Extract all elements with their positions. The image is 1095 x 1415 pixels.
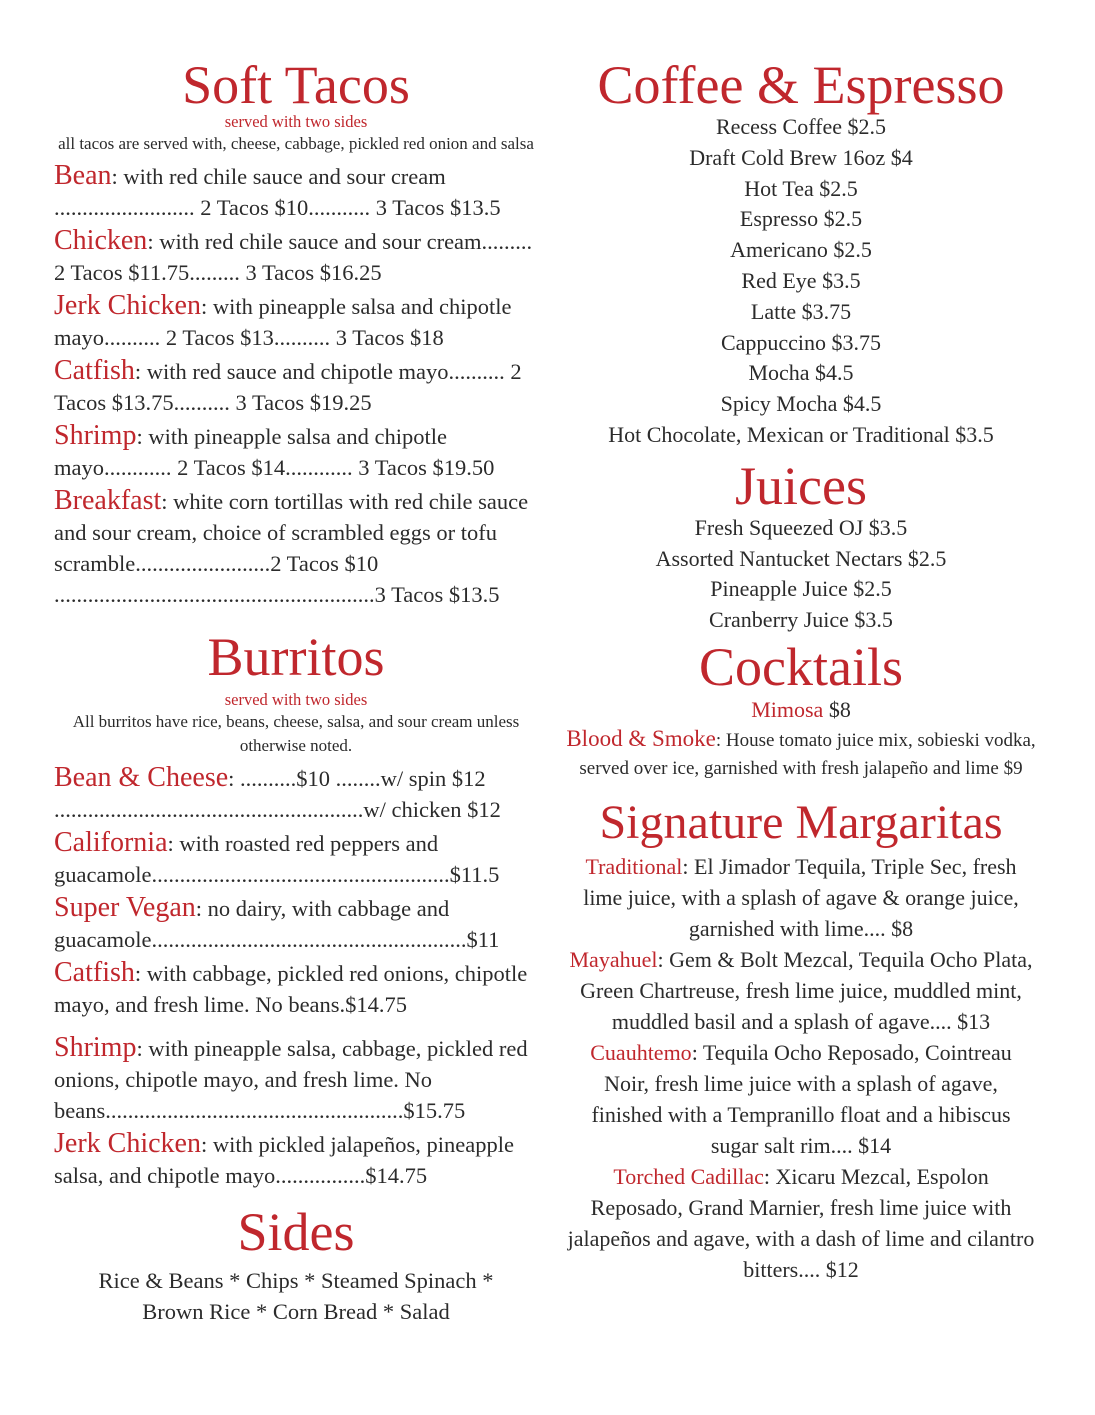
cocktail-mimosa bbox=[566, 694, 1036, 725]
margarita-cuauhtemo bbox=[566, 1037, 1036, 1161]
burrito-item-bean-cheese bbox=[54, 762, 538, 825]
burritos-note: All burritos have rice, beans, cheese, salsa, and sour cream unless otherwise noted. bbox=[72, 712, 520, 755]
burritos-heading: Burritos bbox=[207, 627, 385, 687]
sides-line-1: Rice & Beans * Chips * Steamed Spinach * bbox=[98, 1268, 494, 1293]
item-desc: : El Jimador Tequila, Triple Sec, fresh lime juice, with a splash of agave & orange juice, garnished with lime.... $8 bbox=[583, 853, 1019, 941]
item-desc: : Xicaru Mezcal, Espolon Reposado, Grand Marnier, fresh lime juice with jalapeños and agave, with a dash of lime and cilantro bitters.... $12 bbox=[567, 1163, 1035, 1282]
cocktails-heading: Cocktails bbox=[699, 636, 903, 697]
item-desc: : with roasted red peppers and guacamole.....................................................$11.5 bbox=[54, 831, 500, 887]
taco-item-breakfast bbox=[54, 485, 538, 610]
taco-item-catfish bbox=[54, 355, 538, 418]
list-item: Hot Tea $2.5 bbox=[744, 175, 858, 201]
taco-item-shrimp bbox=[54, 420, 538, 483]
item-desc: : with pickled jalapeños, pineapple salsa, and chipotle mayo................$14.75 bbox=[54, 1132, 515, 1188]
soft-tacos-note: all tacos are served with, cheese, cabbage, pickled red onion and salsa bbox=[58, 134, 534, 153]
taco-item-chicken bbox=[54, 225, 538, 288]
item-desc: : with pineapple salsa and chipotle mayo.......... 2 Tacos $13.......... 3 Tacos $18 bbox=[54, 294, 512, 350]
item-desc: : no dairy, with cabbage and guacamole........................................................$11 bbox=[54, 896, 500, 952]
item-desc: : House tomato juice mix, sobieski vodka, served over ice, garnished with fresh jalapeño and lime $9 bbox=[579, 729, 1036, 779]
item-name: Mayahuel bbox=[569, 946, 658, 972]
right-column bbox=[566, 52, 1036, 1285]
list-item: Cranberry Juice $3.5 bbox=[709, 607, 893, 633]
burrito-item-jerk-chicken bbox=[54, 1128, 538, 1191]
burrito-item-california bbox=[54, 827, 538, 890]
item-name: Jerk Chicken bbox=[54, 290, 201, 321]
list-item: Mocha $4.5 bbox=[748, 360, 854, 386]
coffee-heading: Coffee & Espresso bbox=[597, 55, 1005, 115]
item-name: Shrimp bbox=[54, 1032, 137, 1063]
item-name: Shrimp bbox=[54, 420, 137, 451]
item-name: California bbox=[54, 827, 168, 858]
list-item: Assorted Nantucket Nectars $2.5 bbox=[655, 545, 947, 571]
list-item: Recess Coffee $2.5 bbox=[715, 114, 887, 139]
item-desc: : with pineapple salsa, cabbage, pickled red onions, chipotle mayo, and fresh lime. No beans.....................................................$15.75 bbox=[54, 1036, 528, 1123]
list-item: Hot Chocolate, Mexican or Traditional $3.5 bbox=[608, 421, 994, 447]
burrito-item-shrimp bbox=[54, 1032, 538, 1126]
item-name: Catfish bbox=[54, 355, 135, 386]
item-desc: : with cabbage, pickled red onions, chipotle mayo, and fresh lime. No beans.$14.75 bbox=[54, 961, 528, 1017]
margaritas-heading: Signature Margaritas bbox=[599, 795, 1003, 849]
list-item: Red Eye $3.5 bbox=[741, 267, 861, 293]
margarita-mayahuel bbox=[566, 944, 1036, 1037]
item-desc: : with red chile sauce and sour cream......... 2 Tacos $11.75......... 3 Tacos $16.25 bbox=[54, 229, 533, 285]
left-column bbox=[54, 52, 538, 1327]
soft-tacos-subtitle: served with two sides bbox=[224, 112, 368, 131]
item-desc: : with red chile sauce and sour cream ......................... 2 Tacos $10........... 3 Tacos $13.5 bbox=[54, 164, 501, 220]
taco-item-jerk-chicken bbox=[54, 290, 538, 353]
list-item: Espresso $2.5 bbox=[739, 206, 863, 232]
list-item: Pineapple Juice $2.5 bbox=[710, 576, 892, 602]
sides-line-2: Brown Rice * Corn Bread * Salad bbox=[142, 1299, 450, 1324]
item-name: Breakfast bbox=[54, 485, 162, 516]
item-name: Mimosa bbox=[751, 696, 824, 722]
cocktail-blood-smoke bbox=[566, 725, 1036, 783]
soft-tacos-heading: Soft Tacos bbox=[182, 55, 410, 115]
item-name: Traditional bbox=[585, 853, 683, 879]
burrito-item-super-vegan bbox=[54, 892, 538, 955]
item-desc: : with pineapple salsa and chipotle mayo............ 2 Tacos $14............ 3 Tacos $19.50 bbox=[54, 424, 495, 480]
item-name: Catfish bbox=[54, 957, 135, 988]
list-item: Americano $2.5 bbox=[730, 237, 872, 263]
item-desc: : with red sauce and chipotle mayo.......... 2 Tacos $13.75.......... 3 Tacos $19.25 bbox=[54, 359, 522, 415]
taco-item-bean bbox=[54, 160, 538, 223]
item-desc: : white corn tortillas with red chile sauce and sour cream, choice of scrambled eggs or tofu scramble........................2 Tacos $10 .........................................................3 Tacos $13.5 bbox=[54, 489, 529, 607]
item-desc: : ..........$10 ........w/ spin $12 .......................................................w/ chicken $12 bbox=[54, 766, 501, 822]
item-name: Bean bbox=[54, 160, 112, 191]
coffee-list bbox=[566, 112, 1036, 451]
item-desc: : Gem & Bolt Mezcal, Tequila Ocho Plata, Green Chartreuse, fresh lime juice, muddled mint, muddled basil and a splash of agave.... $13 bbox=[580, 946, 1033, 1034]
list-item: Fresh Squeezed OJ $3.5 bbox=[694, 514, 908, 540]
list-item: Latte $3.75 bbox=[750, 298, 852, 324]
item-name: Torched Cadillac bbox=[613, 1163, 764, 1189]
item-price: $8 bbox=[823, 696, 851, 722]
item-name: Cuauhtemo bbox=[590, 1039, 692, 1065]
item-name: Bean & Cheese bbox=[54, 762, 229, 793]
list-item: Cappuccino $3.75 bbox=[720, 329, 882, 355]
sides-heading: Sides bbox=[237, 1202, 355, 1262]
juices-list bbox=[566, 513, 1036, 636]
item-name: Blood & Smoke bbox=[566, 725, 716, 751]
item-name: Super Vegan bbox=[54, 892, 196, 923]
juices-heading: Juices bbox=[735, 455, 867, 516]
margarita-traditional bbox=[566, 851, 1036, 944]
burrito-item-catfish bbox=[54, 957, 538, 1020]
burritos-subtitle: served with two sides bbox=[224, 690, 368, 709]
margarita-torched-cadillac bbox=[566, 1161, 1036, 1285]
list-item: Draft Cold Brew 16oz $4 bbox=[689, 144, 913, 170]
item-desc: : Tequila Ocho Reposado, Cointreau Noir, fresh lime juice with a splash of agave, finished with a Tempranillo float and a hibiscus sugar salt rim.... $14 bbox=[591, 1039, 1012, 1158]
item-name: Chicken bbox=[54, 225, 148, 256]
item-name: Jerk Chicken bbox=[54, 1128, 201, 1159]
list-item: Spicy Mocha $4.5 bbox=[720, 391, 882, 417]
